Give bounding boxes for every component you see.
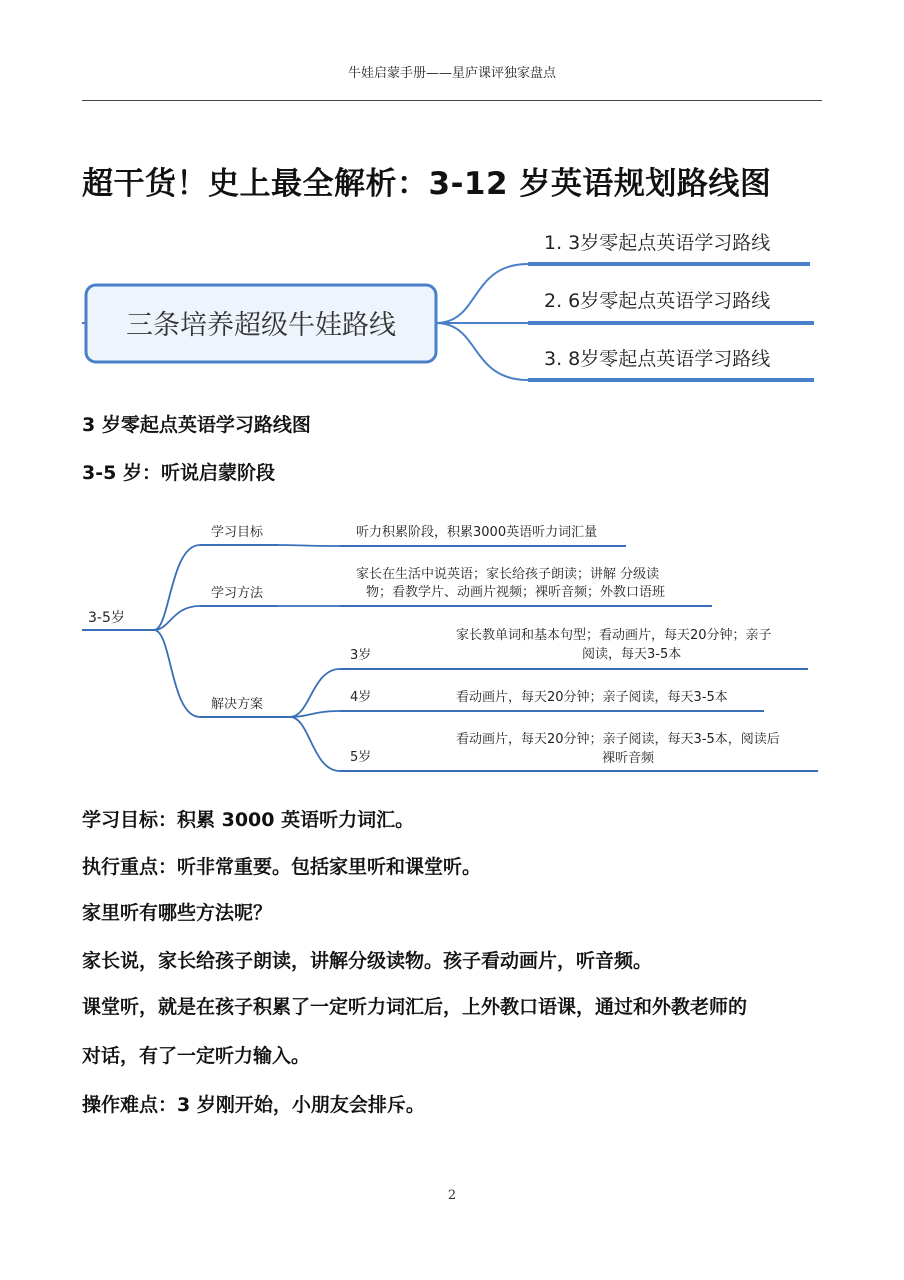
paragraph-focus: 执行重点：听非常重要。包括家里听和课堂听。 (82, 856, 482, 878)
route-connector-1 (436, 264, 528, 323)
route-label-1: 1. 3岁零起点英语学习路线 (544, 232, 771, 254)
goal-detail-text: 听力积累阶段，积累3000英语听力词汇量 (356, 525, 598, 540)
age5-detail-line-2: 裸听音频 (602, 751, 655, 766)
age5-detail-line-1: 看动画片，每天20分钟；亲子阅读，每天3-5本，阅读后 (456, 732, 780, 747)
route-connector-3 (436, 323, 528, 380)
route-label-3: 3. 8岁零起点英语学习路线 (544, 348, 771, 370)
paragraph-goal: 学习目标：积累 3000 英语听力词汇。 (82, 809, 415, 831)
paragraph-question: 家里听有哪些方法呢？ (82, 902, 273, 924)
age3-detail-line-2: 阅读，每天3-5本 (582, 647, 682, 662)
paragraph-class-listening-2: 对话，有了一定听力输入。 (82, 1045, 311, 1067)
page-number: 2 (447, 1188, 457, 1203)
page-title: 超干货！史上最全解析：3-12 岁英语规划路线图 (82, 166, 772, 202)
method-detail-line-1: 家长在生活中说英语；家长给孩子朗读；讲解 分级读 (356, 567, 660, 582)
header-rule (82, 100, 822, 101)
age3-connector (290, 669, 340, 717)
root-node-label: 三条培养超级牛娃路线 (126, 310, 396, 341)
method-detail-line-2: 物；看教学片、动画片视频；裸听音频；外教口语班 (366, 585, 666, 600)
stage-heading: 3-5 岁：听说启蒙阶段 (82, 462, 275, 484)
stage-root-label: 3-5岁 (88, 610, 125, 626)
age5-connector (290, 717, 340, 771)
stage-mindmap (0, 505, 904, 795)
paragraph-home-listening: 家长说，家长给孩子朗读，讲解分级读物。孩子看动画片，听音频。 (82, 950, 653, 972)
section-heading: 3 岁零起点英语学习路线图 (82, 414, 311, 436)
paragraph-difficulty: 操作难点：3 岁刚开始，小朋友会排斥。 (82, 1094, 425, 1116)
method-label: 学习方法 (211, 586, 264, 601)
goal-connector (154, 545, 200, 630)
paragraph-class-listening-1: 课堂听，就是在孩子积累了一定听力词汇后，上外教口语课，通过和外教老师的 (82, 996, 748, 1018)
method-connector (154, 606, 200, 630)
routes-mindmap (0, 222, 904, 392)
age3-detail-line-1: 家长教单词和基本句型；看动画片，每天20分钟；亲子 (456, 628, 772, 643)
age4-label: 4岁 (350, 690, 372, 705)
age4-detail-line-1: 看动画片，每天20分钟；亲子阅读，每天3-5本 (456, 690, 728, 705)
age3-label: 3岁 (350, 648, 372, 663)
solution-connector (154, 630, 200, 717)
running-header: 牛娃启蒙手册——星庐课评独家盘点 (347, 66, 556, 81)
solution-label: 解决方案 (211, 697, 264, 712)
route-label-2: 2. 6岁零起点英语学习路线 (544, 290, 771, 312)
age5-label: 5岁 (350, 750, 372, 765)
goal-detail-connector (278, 545, 340, 546)
goal-label: 学习目标 (211, 525, 264, 540)
